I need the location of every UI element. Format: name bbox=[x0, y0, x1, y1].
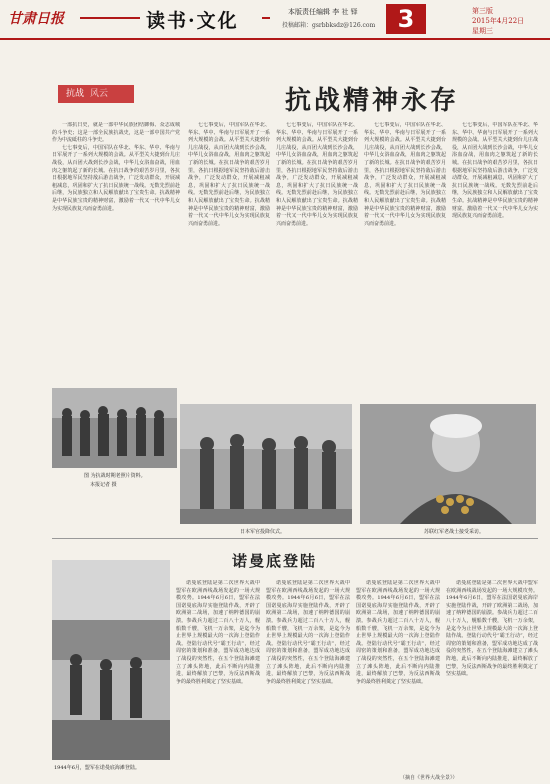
article1-body-excerpt-1: 七七事变后，中国军队在华北、华东、华中、华南与日军展开了一系列大规模的会战。从平型关大捷到台儿庄战役，从百团大战到长沙会战，中华儿女浴血奋战，用血肉之躯筑起了新的长城。在抗日战争的艰苦岁月里，各抗日根据地军民坚持敌后游击战争，广泛发动群众，开展减租减息，巩固和扩大了抗日民族统一战线。无数先烈前赴后继，为民族独立和人民解放献出了宝贵生命。抗战精神是中华民族宝贵的精神财富，激励着一代又一代中华儿女为实现民族复兴而奋勇前进。 bbox=[52, 144, 180, 212]
edition-page: 第三版 bbox=[472, 7, 493, 15]
article-title-1: 抗战精神永存 bbox=[285, 86, 460, 116]
article1-column-4 bbox=[364, 122, 446, 382]
topic-tag bbox=[58, 85, 134, 103]
article2-body-excerpt-3: 诺曼底登陆是第二次世界大战中盟军在欧洲西线战场发起的一场大规模攻势。1944年6月6日，盟军在法国诺曼底海岸实施登陆作战，开辟了欧洲第二战场，加速了纳粹德国的崩溃。参战兵力超过二百八十万人，舰船数千艘，飞机一万余架，是迄今为止世界上规模最大的一次海上登陆作战。登陆行动代号“霸王行动”，经过周密的策划和准备，盟军成功地达成了战役的突然性，在五个登陆海滩建立了滩头阵地，此后不断向内陆推进，最终解放了巴黎，为反法西斯战争的最终胜利奠定了坚实基础。 bbox=[356, 580, 440, 685]
photo-caption-left-2: 本报记者 摄 bbox=[90, 482, 117, 488]
topic-tag-part1: 抗战 bbox=[66, 89, 85, 99]
header-rule-left bbox=[80, 17, 140, 19]
photo-soldiers-group bbox=[52, 388, 177, 468]
edition-info bbox=[472, 6, 524, 36]
article2-column-3 bbox=[356, 580, 440, 766]
article1-body-excerpt-3: 七七事变后，中国军队在华北、华东、华中、华南与日军展开了一系列大规模的会战。从平型关大捷到台儿庄战役，从百团大战到长沙会战，中华儿女浴血奋战，用血肉之躯筑起了新的长城。在抗日战争的艰苦岁月里，各抗日根据地军民坚持敌后游击战争，广泛发动群众，开展减租减息，巩固和扩大了抗日民族统一战线。无数先烈前赴后继，为民族独立和人民解放献出了宝贵生命。抗战精神是中华民族宝贵的精神财富，激励着一代又一代中华儿女为实现民族复兴而奋勇前进。 bbox=[276, 122, 358, 227]
article1-column-3 bbox=[276, 122, 358, 382]
photo-ceremony-illustration bbox=[180, 404, 352, 524]
article2-body-excerpt-1: 诺曼底登陆是第二次世界大战中盟军在欧洲西线战场发起的一场大规模攻势。1944年6月6日，盟军在法国诺曼底海岸实施登陆作战，开辟了欧洲第二战场，加速了纳粹德国的崩溃。参战兵力超过二百八十万人，舰船数千艘，飞机一万余架，是迄今为止世界上规模最大的一次海上登陆作战。登陆行动代号“霸王行动”，经过周密的策划和准备，盟军成功地达成了战役的突然性，在五个登陆海滩建立了滩头阵地，此后不断向内陆推进，最终解放了巴黎，为反法西斯战争的最终胜利奠定了坚实基础。 bbox=[176, 580, 260, 685]
photo-caption-right: 苏联红军老战士接受采访。 bbox=[424, 529, 485, 535]
article1-column-5 bbox=[452, 122, 538, 382]
article-title-2: 诺曼底登陆 bbox=[232, 552, 318, 570]
article1-body-excerpt-4: 七七事变后，中国军队在华北、华东、华中、华南与日军展开了一系列大规模的会战。从平型关大捷到台儿庄战役，从百团大战到长沙会战，中华儿女浴血奋战，用血肉之躯筑起了新的长城。在抗日战争的艰苦岁月里，各抗日根据地军民坚持敌后游击战争，广泛发动群众，开展减租减息，巩固和扩大了抗日民族统一战线。无数先烈前赴后继，为民族独立和人民解放献出了宝贵生命。抗战精神是中华民族宝贵的精神财富，激励着一代又一代中华儿女为实现民族复兴而奋勇前进。 bbox=[364, 122, 446, 227]
photo-surrender-ceremony bbox=[180, 404, 352, 524]
editor-credit: 本版责任编辑 李 社 铎 bbox=[288, 8, 358, 16]
section-divider bbox=[52, 538, 538, 539]
article1-lead: 一部抗日史，就是一部中华民族团结御侮、众志成城的斗争史；这是一部全民族抗战史，这是一部中国共产党作为中流砥柱的斗争史。 bbox=[52, 122, 180, 144]
column-name: 读书·文化 bbox=[146, 10, 239, 32]
article2-body-excerpt-4: 诺曼底登陆是第二次世界大战中盟军在欧洲西线战场发起的一场大规模攻势。1944年6月6日，盟军在法国诺曼底海岸实施登陆作战，开辟了欧洲第二战场，加速了纳粹德国的崩溃。参战兵力超过二百八十万人，舰船数千艘，飞机一万余架，是迄今为止世界上规模最大的一次海上登陆作战。登陆行动代号“霸王行动”，经过周密的策划和准备，盟军成功地达成了战役的突然性，在五个登陆海滩建立了滩头阵地，此后不断向内陆推进，最终解放了巴黎，为反法西斯战争的最终胜利奠定了坚实基础。 bbox=[446, 580, 538, 678]
photo-caption-normandy: 1944年6月，盟军在诺曼底海滩登陆。 bbox=[54, 765, 140, 771]
article1-body-excerpt-5: 七七事变后，中国军队在华北、华东、华中、华南与日军展开了一系列大规模的会战。从平型关大捷到台儿庄战役，从百团大战到长沙会战，中华儿女浴血奋战，用血肉之躯筑起了新的长城。在抗日战争的艰苦岁月里，各抗日根据地军民坚持敌后游击战争，广泛发动群众，开展减租减息，巩固和扩大了抗日民族统一战线。无数先烈前赴后继，为民族独立和人民解放献出了宝贵生命。抗战精神是中华民族宝贵的精神财富，激励着一代又一代中华儿女为实现民族复兴而奋勇前进。 bbox=[452, 122, 538, 220]
article1-body-excerpt-2: 七七事变后，中国军队在华北、华东、华中、华南与日军展开了一系列大规模的会战。从平型关大捷到台儿庄战役，从百团大战到长沙会战，中华儿女浴血奋战，用血肉之躯筑起了新的长城。在抗日战争的艰苦岁月里，各抗日根据地军民坚持敌后游击战争，广泛发动群众，开展减租减息，巩固和扩大了抗日民族统一战线。无数先烈前赴后继，为民族独立和人民解放献出了宝贵生命。抗战精神是中华民族宝贵的精神财富，激励着一代又一代中华儿女为实现民族复兴而奋勇前进。 bbox=[188, 122, 270, 227]
photo-veteran-portrait bbox=[360, 404, 536, 524]
newspaper-logo: 甘肃日报 bbox=[8, 11, 64, 27]
photo-normandy-landing bbox=[52, 560, 170, 760]
photo-caption-left-1: 图 为抗战时期老照片资料。 bbox=[84, 473, 146, 479]
photo-veteran-illustration bbox=[360, 404, 536, 524]
submission-email: 投稿邮箱：gsrbbksdz@126.com bbox=[282, 22, 376, 29]
page-number: 3 bbox=[386, 4, 426, 34]
edition-date: 2015年4月22日 bbox=[472, 17, 525, 25]
photo-caption-mid: 日本军官投降仪式。 bbox=[240, 529, 286, 535]
edition-weekday: 星期三 bbox=[472, 27, 493, 35]
article2-source: （摘自《世界大战全景》） bbox=[400, 775, 458, 781]
topic-tag-part2: 风云 bbox=[90, 89, 109, 99]
header-rule-right bbox=[262, 17, 270, 19]
article1-lead-column bbox=[52, 122, 180, 382]
article2-column-1 bbox=[176, 580, 260, 766]
article1-column-2 bbox=[188, 122, 270, 382]
photo-normandy-illustration bbox=[52, 560, 170, 760]
article2-column-4 bbox=[446, 580, 538, 766]
article2-column-2 bbox=[266, 580, 350, 766]
page-header bbox=[0, 0, 550, 40]
photo-soldiers-illustration bbox=[52, 388, 177, 468]
article2-body-excerpt-2: 诺曼底登陆是第二次世界大战中盟军在欧洲西线战场发起的一场大规模攻势。1944年6月6日，盟军在法国诺曼底海岸实施登陆作战，开辟了欧洲第二战场，加速了纳粹德国的崩溃。参战兵力超过二百八十万人，舰船数千艘，飞机一万余架，是迄今为止世界上规模最大的一次海上登陆作战。登陆行动代号“霸王行动”，经过周密的策划和准备，盟军成功地达成了战役的突然性，在五个登陆海滩建立了滩头阵地，此后不断向内陆推进，最终解放了巴黎，为反法西斯战争的最终胜利奠定了坚实基础。 bbox=[266, 580, 350, 685]
